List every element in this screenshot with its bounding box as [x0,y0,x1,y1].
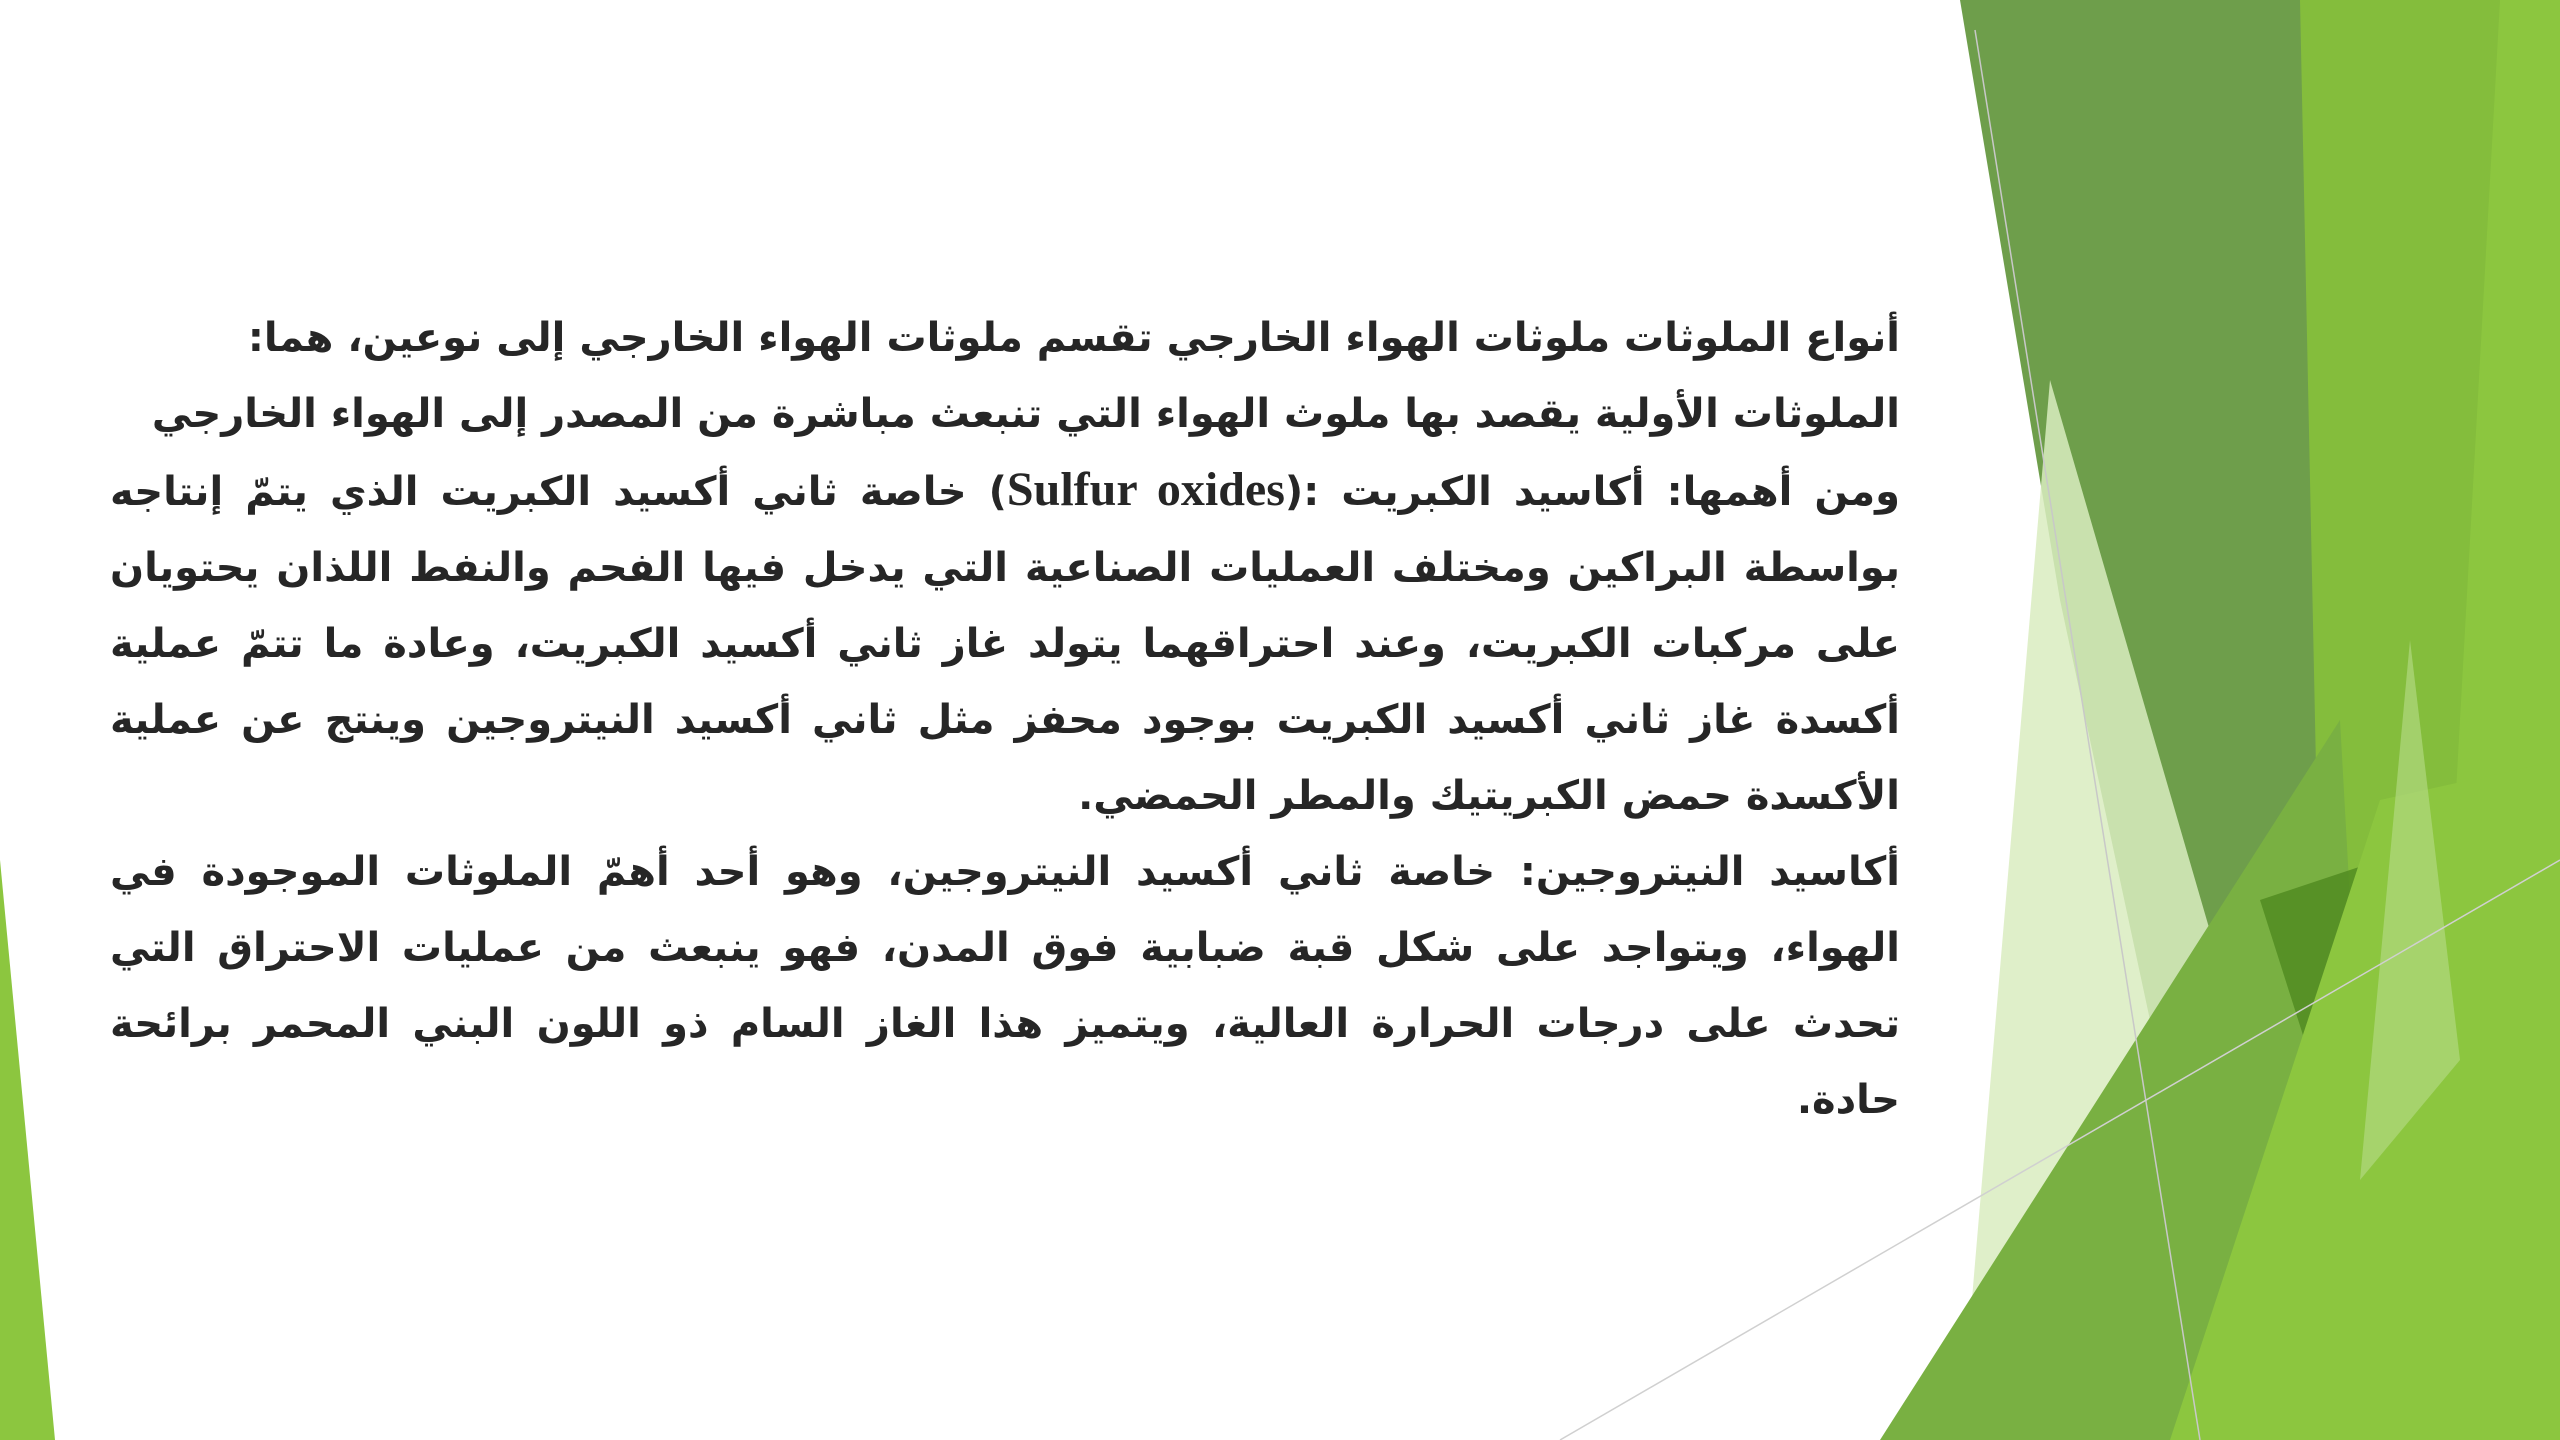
sulfur-oxides-intro: ومن أهمها: أكاسيد الكبريت :( [1284,469,1900,515]
paragraph-sulfur-oxides [110,452,1900,834]
facet-left-green [0,860,55,1440]
paragraph-pollutant-types: أنواع الملوثات ملوثات الهواء الخارجي تقسم ملوثات الهواء الخارجي إلى نوعين، هما: [247,315,1900,361]
sulfur-oxides-latin-term: Sulfur oxides [1006,463,1285,516]
slide-body-text [110,300,1900,1138]
paragraph-nitrogen-oxides: أكاسيد النيتروجين: خاصة ثاني أكسيد النيتروجين، وهو أحد أهمّ الملوثات الموجودة في الهواء، ويتواجد على شكل قبة ضبابية فوق المدن، فهو ينبعث من عمليات الاحتراق التي تحدث على درجات الحرارة العالية، ويتميز هذا الغاز السام ذو اللون البني المحمر برائحة حادة. [110,849,1900,1123]
paragraph-primary-pollutants: الملوثات الأولية يقصد بها ملوث الهواء التي تنبعث مباشرة من المصدر إلى الهواء الخارجي [151,391,1900,437]
sulfur-oxides-description: ) خاصة ثاني أكسيد الكبريت الذي يتمّ إنتاجه بواسطة البراكين ومختلف العمليات الصناعية التي يدخل فيها الفحم والنفط اللذان يحتويان على مركبات الكبريت، وعند احتراقهما يتولد غاز ثاني أكسيد الكبريت، وعادة ما تتمّ عملية أكسدة غاز ثاني أكسيد الكبريت بوجود محفز مثل ثاني أكسيد النيتروجين وينتج عن عملية الأكسدة حمض الكبريتيك والمطر الحمضي. [110,469,1900,819]
